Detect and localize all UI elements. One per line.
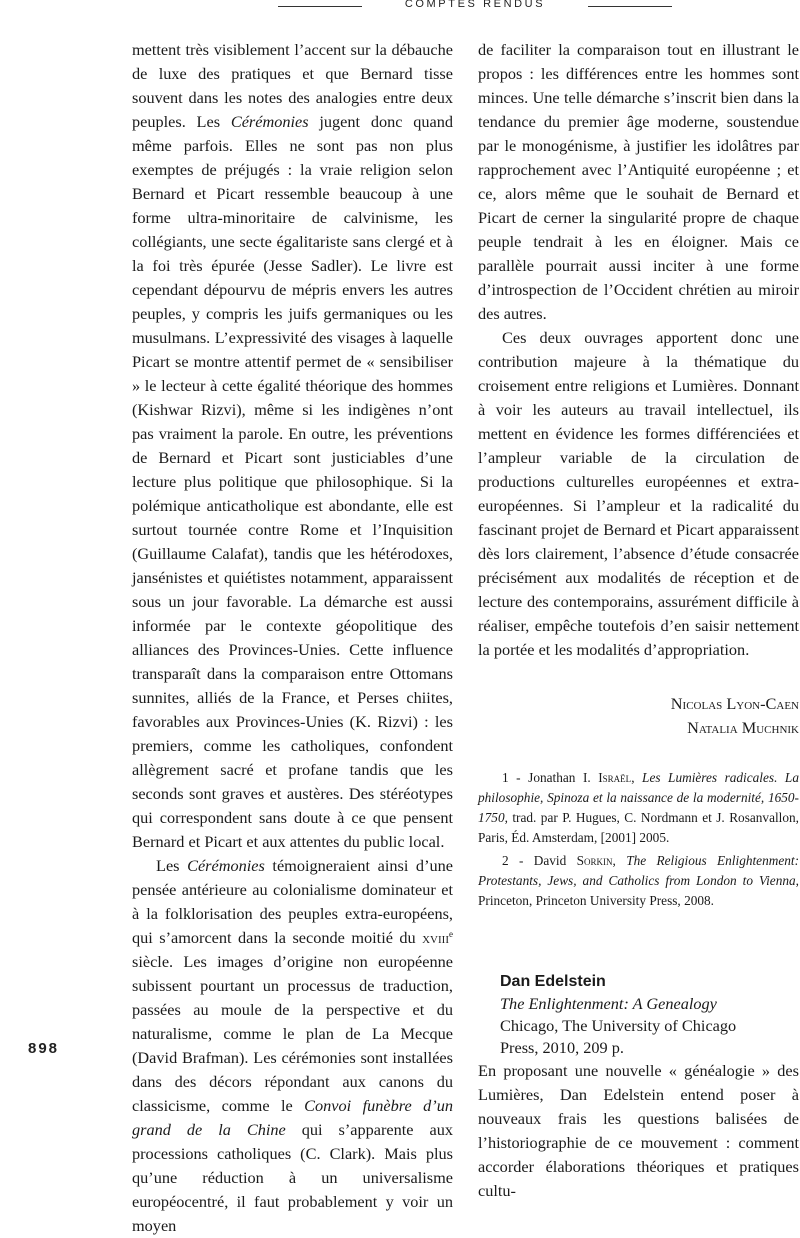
footnote-title: Les Lumières radicales. La philosophie, Spinoza et la naissance de la modernité, 1650-1750 xyxy=(478,770,799,825)
italic-title: Convoi funèbre d’un grand de la Chine xyxy=(132,1096,453,1139)
review-title-italic: The Enlightenment: A Genealogy xyxy=(500,994,717,1013)
right-paragraph-2: Ces deux ouvrages apportent donc une contribution majeure à la thématique du croisement entre religions et Lumières. Donnant à voir les auteurs au travail intellectuel, ils mettent en évidence les formes différenciées et l’ampleur variable de la circulation de productions culturelles européennes et extra-européennes. Si l’ampleur et la radicalité du fascinant projet de Bernard et Picart apparaissent dès lors clairement, l’absence d’étude consacrée précisément aux modalités de réception et de lecture des contemporains, assurément difficile à réaliser, empêche toutefois d’en saisir nettement la portée et les modalités d’appropriation. xyxy=(478,328,799,659)
text-run: mettent très visiblement l’accent sur la débauche de luxe des pratiques et que Bernard tisse souvent dans les notes des analogies entre deux peuples. Les xyxy=(132,40,453,131)
text-run: Les xyxy=(156,856,188,875)
review-opening-paragraph: En proposant une nouvelle « généalogie » des Lumières, Dan Edelstein entend poser à nouveaux frais les questions balisées de l’historiographie de ce mouvement : comment accorder élaborations théoriques et pratiques cultu- xyxy=(478,1061,799,1200)
text-run: qui s’apparente aux processions catholiques (C. Clark). Mais plus qu’une réduction à un universalisme européocentré, il faut probablement y voir un moyen xyxy=(132,1120,453,1235)
review-publisher-line-2: Press, 2010, 209 p. xyxy=(500,1038,624,1057)
left-paragraph-2 xyxy=(132,854,453,1238)
footnote-author-surname: Israël xyxy=(598,770,632,785)
header-rule-left xyxy=(278,6,362,7)
review-author: Dan Edelstein xyxy=(500,973,606,990)
footnote-1 xyxy=(478,768,799,848)
page-number: 898 xyxy=(28,1040,60,1057)
left-column xyxy=(132,38,453,1238)
text-run: jugent donc quand même parfois. Elles ne sont pas non plus exemptes de préjugés : la vraie religion selon Bernard et Picart ressemble beaucoup à une forme ultra-minoritaire de calvinisme, les collégiants, une secte égalitariste sans clergé et à la foi très épurée (Jesse Sadler). Le livre est cependant dépourvu de mépris envers les autres peuples, y compris les juifs germaniques ou les musulmans. L’expressivité des visages à laquelle Picart se montre attentif permet de « sensibiliser » le lecteur à cette égalité théorique des hommes (Kishwar Rizvi), même si les indigènes n’ont pas vraiment la parole. En outre, les préventions de Bernard et Picart sont justiciables d’une lecture plus politique que philosophique. Si la polémique anticatholique est abondante, elle est surtout tournée contre Rome et l’Inquisition (Guillaume Calafat), tandis que les hétérodoxes, jansénistes et quiétistes notamment, apparaissent sous un jour favorable. La démarche est aussi informée par le contexte géopolitique des alliances des Provinces-Unies. Cette influence transparaît dans la comparaison entre Ottomans sunnites, alliés de la France, et Perses chiites, favorables aux Provinces-Unies (K. Rizvi) : les premiers, comme les catholiques, confondent allègrement sacré et profane tandis que les seconds sont graves et austères. Des stéréotypes qui correspondent sans doute à ce que pensent Bernard et Picart et aux attentes du public local. xyxy=(132,112,454,851)
italic-title: Cérémonies xyxy=(230,112,309,131)
right-paragraph-1: de faciliter la comparaison tout en illustrant le propos : les différences entre les hommes sont minces. Une telle démarche s’inscrit bien dans la tendance du premier âge moderne, soustendue par le monogénisme, à justifier les idolâtres par rapprochement avec l’Antiquité européenne ; et ce, alors même que le souhait de Bernard et Picart de cerner la singularité propre de chaque peuple tendrait à les en éloigner. Mais ce parallèle pourrait aussi inciter à une forme d’introspection de l’Occident chrétien au miroir des autres. xyxy=(478,40,799,323)
footnote-separator: , xyxy=(612,853,627,868)
review-book-title xyxy=(500,993,799,1015)
text-run: témoigneraient ainsi d’une pensée antérieure au colonialisme dominateur et à la folklorisation des peuples extra-européens, qui s’amorcent dans la seconde moitié du xyxy=(132,856,454,947)
review-heading xyxy=(478,971,799,1059)
text-run: siècle. Les images d’origine non européenne subissent pourtant un processus de traduction, passées au moule de la perspective et du naturalisme, comme le plan de La Mecque (David Brafman). Les cérémonies sont installées dans des décors répondant aux canons du classicisme, comme le xyxy=(132,952,453,1115)
footnote-separator: , xyxy=(631,770,643,785)
footnote-2 xyxy=(478,851,799,911)
left-paragraph-1 xyxy=(132,38,453,854)
superscript: e xyxy=(449,929,453,939)
running-header xyxy=(0,0,800,14)
signature-name: Nicolas Lyon-Caen xyxy=(670,694,799,713)
century-numeral: xviii xyxy=(422,928,449,947)
footnote-title: The Religious Enlightenment: Protestants, Jews, and Catholics from London to Vienna xyxy=(478,853,800,888)
footnote-publication: , trad. par P. Hugues, C. Nordmann et J. Rosanvallon, Paris, Éd. Amsterdam, [2001] 2005. xyxy=(478,810,799,845)
review-publisher-line-1: Chicago, The University of Chicago xyxy=(500,1016,737,1035)
header-rule-right xyxy=(588,6,672,7)
footnote-author-surname: Sorkin xyxy=(576,853,613,868)
footnote-number: 1 - xyxy=(502,770,529,785)
footnote-author: Jonathan I. xyxy=(528,770,599,785)
footnote-publication: , Princeton, Princeton University Press, 2008. xyxy=(478,873,799,908)
right-column xyxy=(478,38,799,1203)
running-title: COMPTES RENDUS xyxy=(404,0,546,10)
italic-title: Cérémonies xyxy=(187,856,265,875)
footnote-author: David xyxy=(533,853,577,868)
footnotes xyxy=(478,768,799,911)
signature-name: Natalia Muchnik xyxy=(687,718,799,737)
review-signatures xyxy=(478,692,799,740)
footnote-number: 2 - xyxy=(502,853,534,868)
